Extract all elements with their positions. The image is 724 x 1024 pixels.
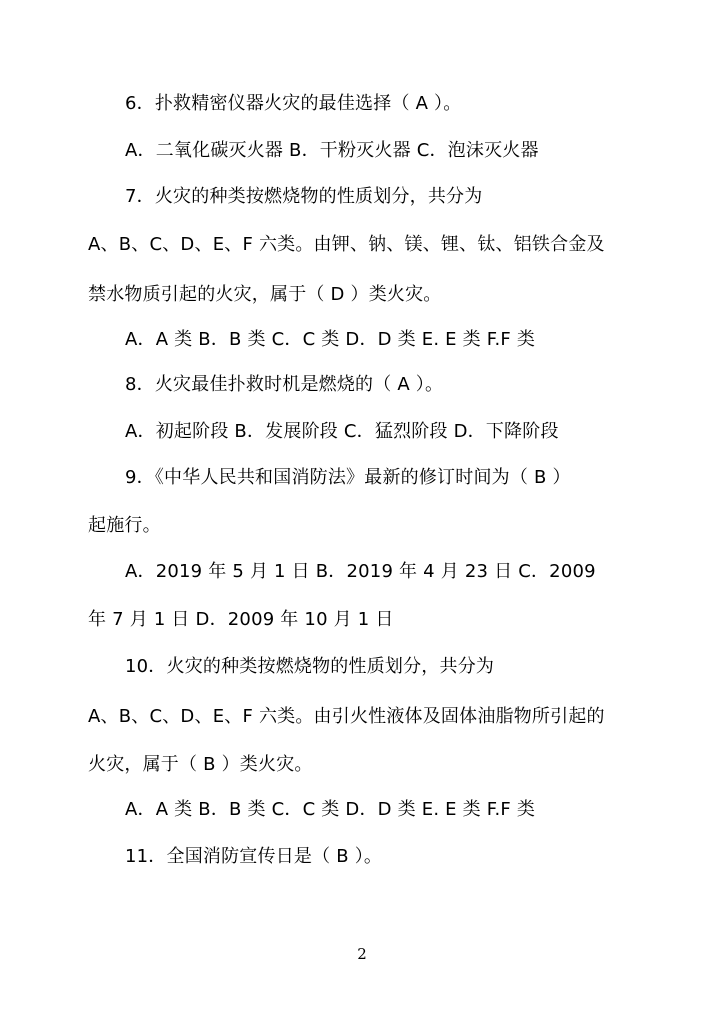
question-7: 7．火灾的种类按燃烧物的性质划分，共分为 [125, 186, 483, 207]
question-10-continued: 火灾，属于（ B ）类火灾。 [88, 754, 313, 775]
question-9-options: A．2019 年 5 月 1 日 B．2019 年 4 月 23 日 C．2009 [125, 561, 596, 582]
question-10-continued: A、B、C、D、E、F 六类。由引火性液体及固体油脂物所引起的 [88, 706, 605, 727]
question-10: 10．火灾的种类按燃烧物的性质划分，共分为 [125, 656, 495, 677]
question-6: 6．扑救精密仪器火灾的最佳选择（ A ）。 [125, 93, 462, 114]
question-10-options: A．A 类 B．B 类 C．C 类 D．D 类 E. E 类 F.F 类 [125, 799, 536, 820]
question-6-options: A．二氧化碳灭火器 B．干粉灭火器 C．泡沫灭火器 [125, 140, 539, 161]
question-11: 11．全国消防宣传日是（ B ）。 [125, 846, 383, 867]
question-7-continued: A、B、C、D、E、F 六类。由钾、钠、镁、锂、钛、铝铁合金及 [88, 234, 605, 255]
question-7-options: A．A 类 B．B 类 C．C 类 D．D 类 E. E 类 F.F 类 [125, 329, 536, 350]
question-9-options-continued: 年 7 月 1 日 D．2009 年 10 月 1 日 [88, 609, 394, 630]
question-8: 8．火灾最佳扑救时机是燃烧的（ A ）。 [125, 374, 444, 395]
question-7-continued: 禁水物质引起的火灾，属于（ D ）类火灾。 [88, 284, 442, 305]
page-number: 2 [357, 945, 367, 963]
question-9-continued: 起施行。 [88, 515, 161, 536]
question-8-options: A．初起阶段 B．发展阶段 C．猛烈阶段 D．下降阶段 [125, 421, 559, 442]
question-9: 9．《中华人民共和国消防法》最新的修订时间为（ B ） [125, 467, 571, 488]
